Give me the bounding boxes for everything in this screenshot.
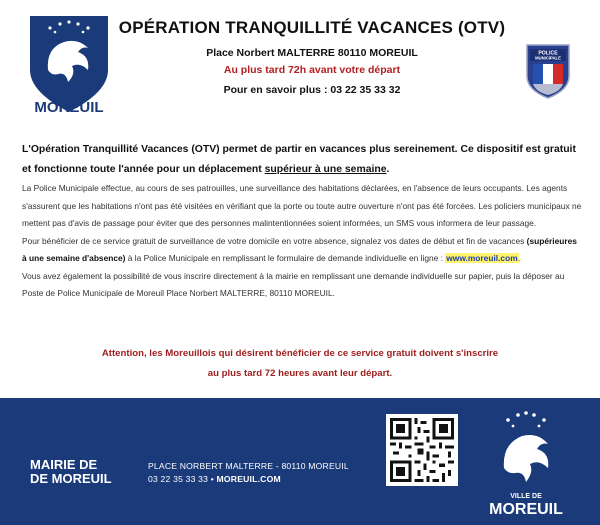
para2-bold: (supérieures à une semaine d'absence): [22, 235, 577, 263]
para2-end: .: [518, 253, 521, 263]
intro-end: .: [386, 164, 390, 175]
svg-text:VILLE DE: VILLE DE: [55, 92, 83, 98]
footer-phone: 03 22 35 33 33: [148, 474, 209, 484]
svg-text:MUNICIPALE: MUNICIPALE: [535, 55, 561, 61]
svg-text:MOREUIL: MOREUIL: [489, 501, 563, 518]
moreuil-logo-footer: [478, 402, 574, 520]
mairie-line-1: MAIRIE DE: [30, 457, 98, 472]
moreuil-logo: [18, 12, 120, 116]
warning-line-1: Attention, les Moreuillois qui désirent bénéficier de ce service gratuit doivent s'inscrire: [101, 348, 499, 359]
intro-text: L'Opération Tranquillité Vacances (OTV) permet de partir en vacances plus sereinement. Ce dispositif est gratuit et fonctionne toute l'année pour un déplacement: [22, 144, 576, 175]
paragraph-inscription: [22, 233, 582, 268]
header-text: [118, 18, 506, 96]
paragraph-mairie: Vous avez également la possibilité de vous inscrire directement à la mairie en remplissant une demande individuelle sur papier, puis la déposer au Poste de Police Municipale de Moreuil Place Norbert MALTERRE, 80110 MOREUIL.: [22, 270, 565, 298]
mairie-title: [30, 458, 112, 486]
footer-separator: •: [208, 474, 217, 484]
intro-underlined: supérieur à une semaine: [264, 164, 387, 175]
website-link[interactable]: www.moreuil.com: [446, 253, 518, 263]
footer-address: PLACE NORBERT MALTERRE - 80110 MOREUIL: [148, 461, 349, 471]
svg-text:POLICE: POLICE: [538, 50, 558, 57]
main-content: [22, 140, 582, 303]
header-deadline: Au plus tard 72h avant votre départ: [223, 64, 401, 76]
para2-text: Pour bénéficier de ce service gratuit de surveillance de votre domicile en votre absence, signalez vos dates de début et fin de vacances: [22, 235, 527, 246]
footer-website[interactable]: MOREUIL.COM: [216, 474, 281, 484]
qr-code: [386, 414, 458, 486]
svg-text:VILLE DE: VILLE DE: [510, 493, 542, 500]
header-address: Place Norbert MALTERRE 80110 MOREUIL: [206, 47, 418, 59]
para2-text-2: à la Police Municipale en remplissant le formulaire de demande individuelle en ligne :: [125, 253, 446, 263]
paragraph-surveillance: La Police Municipale effectue, au cours de ses patrouilles, une surveillance des habitations déclarées, en l'absence de leurs occupants. Les agents s'assurent que les habitations n'ont pas été visitées en vérifiant que la porte ou toute autre ouverture n'ont pas été forcées. Les policiers municipaux ne mettent pas d'avis de passage pour éviter que des personnes malintentionnées soient informées, un SMS vous informera de leur passage.: [22, 183, 582, 228]
mairie-line-2: DE MOREUIL: [30, 471, 112, 486]
warning-notice: [0, 344, 600, 384]
intro-paragraph: [22, 140, 582, 180]
footer-contact: [148, 460, 349, 486]
header-info-phone: Pour en savoir plus : 03 22 35 33 32: [223, 84, 401, 96]
page-title: OPÉRATION TRANQUILLITÉ VACANCES (OTV): [118, 18, 506, 37]
warning-line-2: au plus tard 72 heures avant leur départ.: [207, 368, 393, 379]
svg-text:MOREUIL: MOREUIL: [34, 99, 104, 116]
footer: [0, 398, 600, 525]
footer-phone-website: [148, 473, 349, 486]
header: [0, 0, 600, 118]
police-municipale-badge: [524, 42, 572, 100]
